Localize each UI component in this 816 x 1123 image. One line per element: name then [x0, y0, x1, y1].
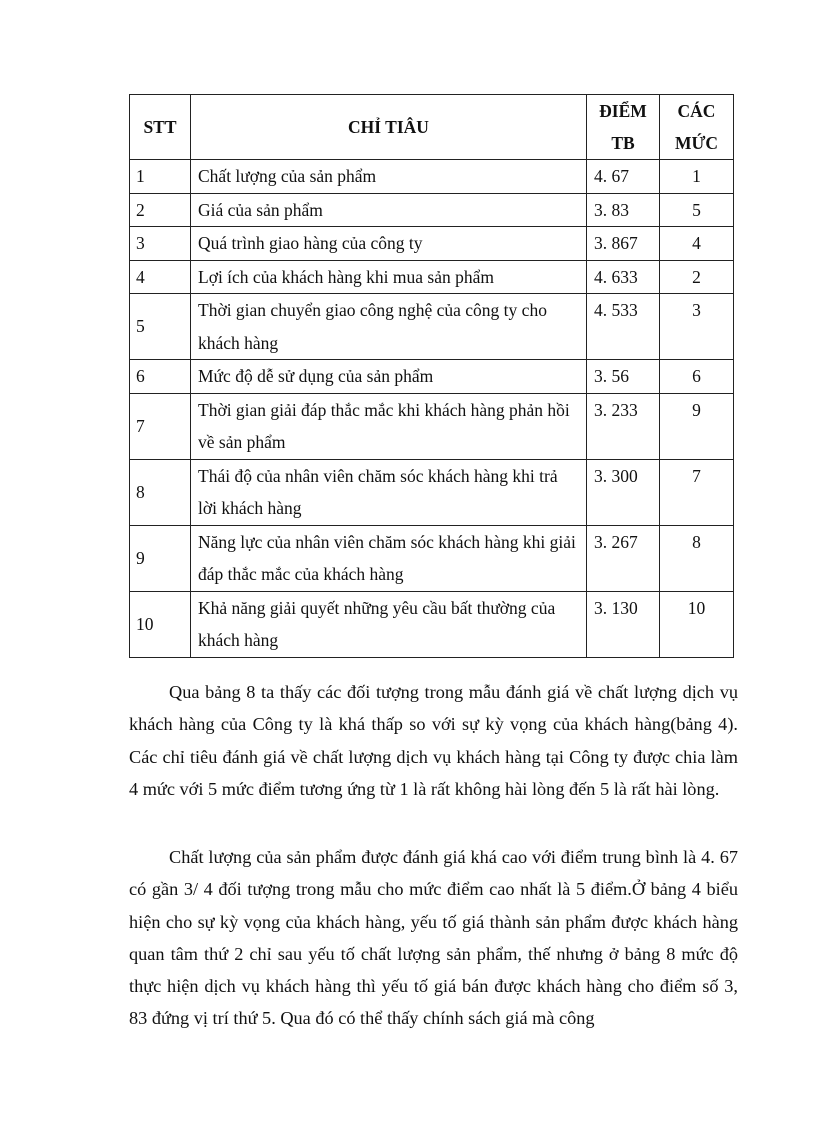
row-criteria: Mức độ dễ sử dụng của sản phẩm: [191, 360, 587, 394]
evaluation-table: [129, 94, 734, 658]
table-row: [130, 459, 734, 525]
row-level: 10: [660, 591, 734, 657]
table-row: [130, 393, 734, 459]
table-header-row: [130, 95, 734, 160]
body-paragraph: Qua bảng 8 ta thấy các đối tượng trong mẫu đánh giá về chất lượng dịch vụ khách hàng của Công ty là khá thấp so với sự kỳ vọng của khách hàng(bảng 4). Các chỉ tiêu đánh giá về chất lượng dịch vụ khách hàng tại Công ty được chia làm 4 mức với 5 mức điểm tương ứng từ 1 là rất không hài lòng đến 5 là rất hài lòng.: [129, 682, 738, 799]
row-score: 3. 83: [587, 193, 660, 227]
row-level: 6: [660, 360, 734, 394]
row-stt: 1: [130, 160, 191, 194]
row-score: 4. 533: [587, 294, 660, 360]
body-paragraph: Chất lượng của sản phẩm được đánh giá khá cao với điểm trung bình là 4. 67 có gần 3/ 4 đối tượng trong mẫu cho mức điểm cao nhất là 5 điểm.Ở bảng 4 biểu hiện cho sự kỳ vọng của khách hàng, yếu tố giá thành sản phẩm được khách hàng quan tâm thứ 2 chỉ sau yếu tố chất lượng sản phẩm, thế nhưng ở bảng 8 mức độ thực hiện dịch vụ khách hàng thì yếu tố giá bán được khách hàng cho điểm số 3, 83 đứng vị trí thứ 5. Qua đó có thể thấy chính sách giá mà công: [129, 847, 738, 1029]
row-stt: 2: [130, 193, 191, 227]
row-stt: 4: [130, 260, 191, 294]
row-score: 3. 867: [587, 227, 660, 261]
row-stt: 7: [130, 393, 191, 459]
table-row: [130, 591, 734, 657]
row-score: 4. 67: [587, 160, 660, 194]
row-level: 2: [660, 260, 734, 294]
row-level: 9: [660, 393, 734, 459]
header-level-line1: CÁC: [677, 101, 716, 121]
table-row: [130, 294, 734, 360]
header-score-line2: TB: [611, 133, 635, 153]
row-score: 3. 233: [587, 393, 660, 459]
row-score: 3. 130: [587, 591, 660, 657]
row-score: 3. 267: [587, 525, 660, 591]
row-criteria: Giá của sản phẩm: [191, 193, 587, 227]
header-stt: STT: [130, 95, 191, 160]
table-row: [130, 227, 734, 261]
table-row: [130, 193, 734, 227]
header-level-line2: MỨC: [674, 133, 719, 153]
row-level: 4: [660, 227, 734, 261]
row-stt: 6: [130, 360, 191, 394]
row-stt: 3: [130, 227, 191, 261]
table-row: [130, 160, 734, 194]
row-level: 8: [660, 525, 734, 591]
row-level: 1: [660, 160, 734, 194]
row-stt: 9: [130, 525, 191, 591]
row-score: 3. 56: [587, 360, 660, 394]
table-row: [130, 260, 734, 294]
header-score-line1: ĐIỂM: [599, 101, 647, 121]
table-row: [130, 525, 734, 591]
row-criteria: Khả năng giải quyết những yêu cầu bất thường của khách hàng: [191, 591, 587, 657]
header-criteria: CHỈ TIÂU: [191, 95, 587, 160]
row-criteria: Thời gian chuyển giao công nghệ của công ty cho khách hàng: [191, 294, 587, 360]
row-criteria: Thời gian giải đáp thắc mắc khi khách hàng phản hồi về sản phẩm: [191, 393, 587, 459]
row-stt: 8: [130, 459, 191, 525]
row-level: 3: [660, 294, 734, 360]
row-criteria: Quá trình giao hàng của công ty: [191, 227, 587, 261]
row-criteria: Năng lực của nhân viên chăm sóc khách hàng khi giải đáp thắc mắc của khách hàng: [191, 525, 587, 591]
header-score: [587, 95, 660, 160]
row-stt: 10: [130, 591, 191, 657]
table-row: [130, 360, 734, 394]
row-stt: 5: [130, 294, 191, 360]
row-criteria: Lợi ích của khách hàng khi mua sản phẩm: [191, 260, 587, 294]
header-level: [660, 95, 734, 160]
row-criteria: Chất lượng của sản phẩm: [191, 160, 587, 194]
row-criteria: Thái độ của nhân viên chăm sóc khách hàng khi trả lời khách hàng: [191, 459, 587, 525]
row-level: 7: [660, 459, 734, 525]
row-level: 5: [660, 193, 734, 227]
row-score: 4. 633: [587, 260, 660, 294]
row-score: 3. 300: [587, 459, 660, 525]
